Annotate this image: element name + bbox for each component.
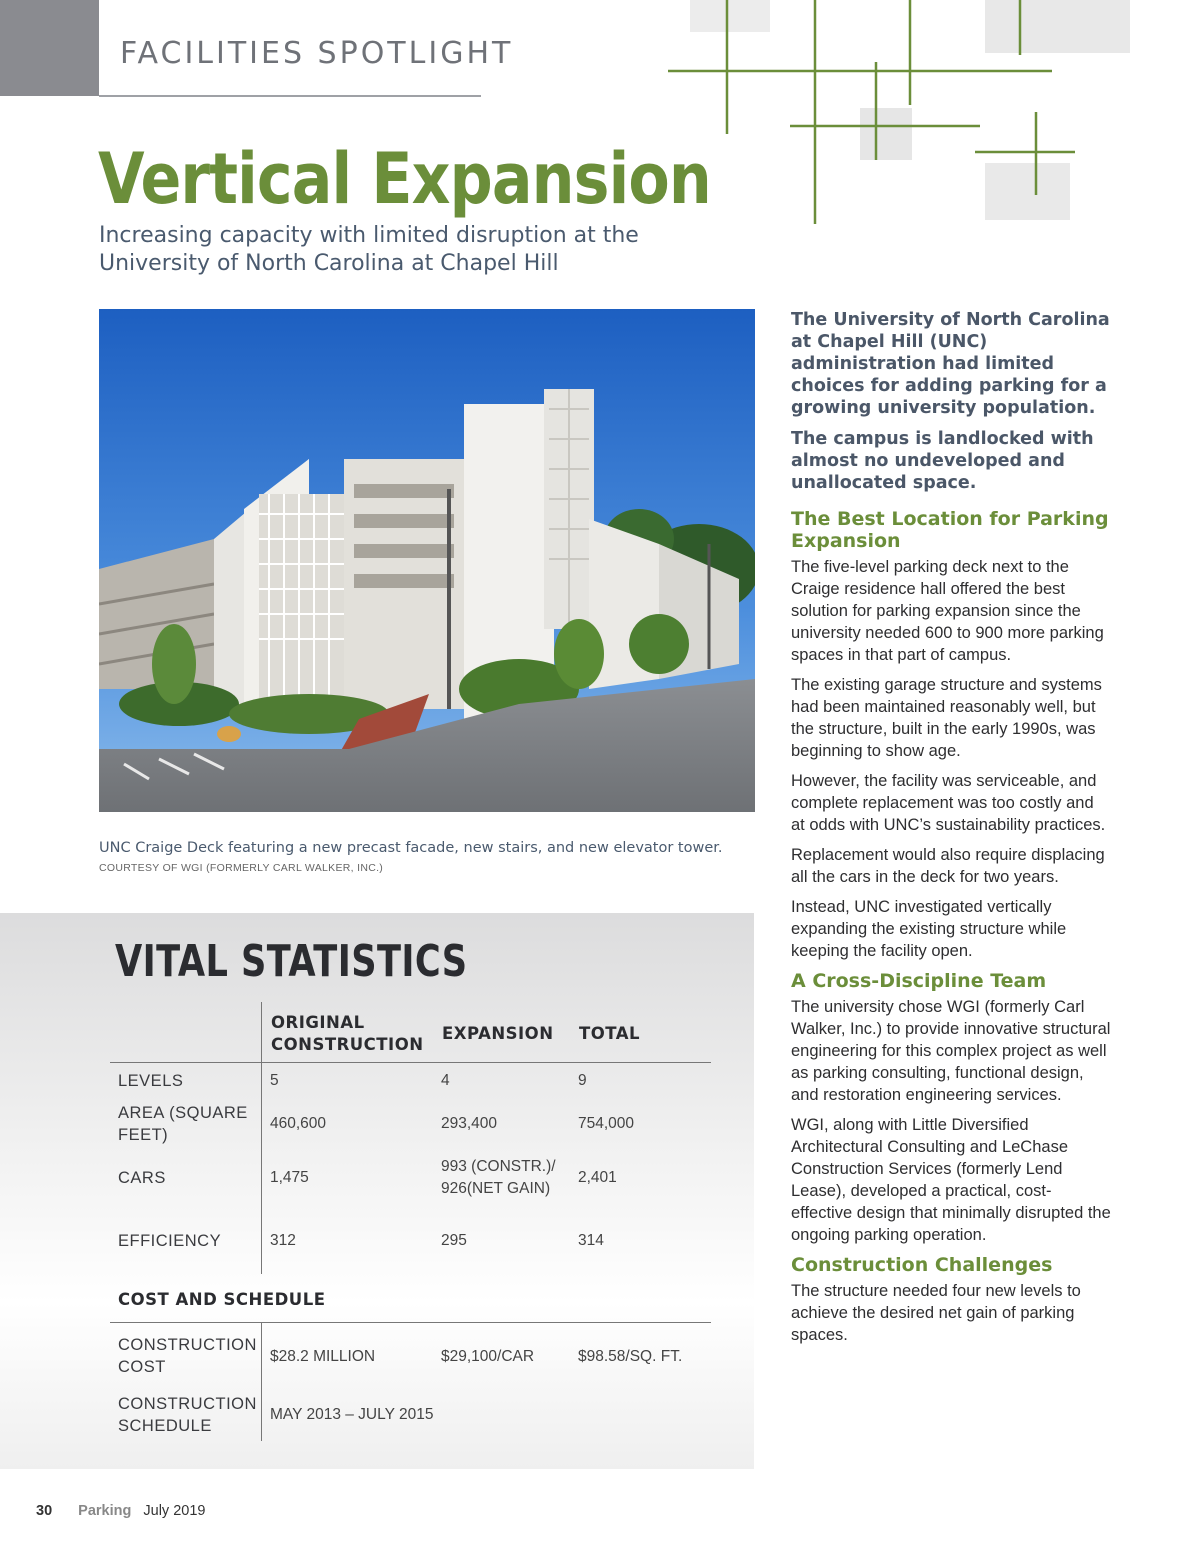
body-paragraph: WGI, along with Little Diversified Architectural Consulting and LeChase Construction Services (formerly Lend Lease), developed a practical, cost-effective design that minimally disrupted the ongoing parking operation. bbox=[791, 1116, 1111, 1244]
heading-construction-challenges: Construction Challenges bbox=[791, 1254, 1053, 1276]
cell-area-original: 460,600 bbox=[270, 1115, 327, 1132]
column-header-total: TOTAL bbox=[579, 1024, 641, 1043]
cost-header-rule bbox=[110, 1322, 711, 1323]
page-footer bbox=[36, 1503, 205, 1519]
table-header-rule bbox=[110, 1062, 711, 1063]
cell-efficiency-expansion: 295 bbox=[441, 1232, 467, 1249]
subtitle-line-1: Increasing capacity with limited disruption at the bbox=[99, 223, 639, 248]
section-label: FACILITIES SPOTLIGHT bbox=[120, 36, 514, 71]
intro-paragraph-2: The campus is landlocked with almost no undeveloped and unallocated space. bbox=[791, 429, 1094, 493]
article-title: Vertical Expansion bbox=[98, 138, 711, 220]
cell-cost-expansion: $29,100/CAR bbox=[441, 1348, 535, 1365]
magazine-name: Parking bbox=[78, 1503, 132, 1519]
body-paragraph: Instead, UNC investigated vertically expanding the existing structure while keeping the facility open. bbox=[791, 898, 1067, 960]
body-paragraph: The structure needed four new levels to achieve the desired net gain of parking spaces. bbox=[791, 1282, 1081, 1344]
photo-credit: COURTESY OF WGI (FORMERLY CARL WALKER, INC.) bbox=[99, 862, 384, 874]
vital-statistics-panel bbox=[0, 913, 754, 1469]
cost-column-divider bbox=[261, 1323, 262, 1441]
header-color-block bbox=[0, 0, 99, 96]
row-label-efficiency: EFFICIENCY bbox=[118, 1232, 222, 1250]
cell-levels-total: 9 bbox=[578, 1072, 587, 1089]
article-subtitle bbox=[99, 222, 699, 278]
table-column-divider bbox=[261, 1002, 262, 1274]
page-number: 30 bbox=[36, 1503, 53, 1519]
row-label-levels: LEVELS bbox=[118, 1072, 184, 1090]
cell-cars-expansion: 993 (CONSTR.)/ 926(NET GAIN) bbox=[441, 1158, 556, 1197]
cell-area-expansion: 293,400 bbox=[441, 1115, 498, 1132]
decorative-grid-graphic bbox=[640, 0, 1200, 240]
body-paragraph: The university chose WGI (formerly Carl Walker, Inc.) to provide innovative structural engineering for this complex project as well as parking consulting, functional design, and restoration engineering services. bbox=[791, 998, 1111, 1104]
article-body bbox=[791, 309, 1111, 1354]
row-label-cars: CARS bbox=[118, 1169, 166, 1187]
cell-cost-total: $98.58/SQ. FT. bbox=[578, 1348, 683, 1365]
photo-caption: UNC Craige Deck featuring a new precast facade, new stairs, and new elevator tower. bbox=[99, 840, 723, 856]
subtitle-line-2: University of North Carolina at Chapel Hill bbox=[99, 251, 559, 276]
column-header-original: ORIGINAL CONSTRUCTION bbox=[271, 1013, 424, 1054]
body-paragraph: However, the facility was serviceable, and complete replacement was too costly and at odds with UNC’s sustainability practices. bbox=[791, 772, 1106, 834]
cell-cars-total: 2,401 bbox=[578, 1169, 617, 1186]
row-label-construction-schedule: CONSTRUCTION SCHEDULE bbox=[118, 1395, 257, 1435]
cell-cost-original: $28.2 MILLION bbox=[270, 1348, 376, 1365]
row-label-construction-cost: CONSTRUCTION COST bbox=[118, 1336, 257, 1376]
row-label-area: AREA (SQUARE FEET) bbox=[118, 1104, 248, 1144]
body-paragraph: The five-level parking deck next to the Craige residence hall offered the best solution for parking expansion since the university needed 600 to 900 more parking spaces in that part of campus. bbox=[791, 558, 1104, 664]
cell-levels-expansion: 4 bbox=[441, 1072, 450, 1089]
heading-cross-discipline-team: A Cross-Discipline Team bbox=[791, 970, 1047, 992]
body-paragraph: Replacement would also require displacing all the cars in the deck for two years. bbox=[791, 846, 1105, 886]
cell-cars-original: 1,475 bbox=[270, 1169, 309, 1186]
body-paragraph: The existing garage structure and systems had been maintained reasonably well, but the structure, built in the early 1990s, was beginning to show age. bbox=[791, 676, 1102, 760]
parking-deck-photo bbox=[99, 309, 755, 812]
cell-area-total: 754,000 bbox=[578, 1115, 635, 1132]
cell-schedule-dates: MAY 2013 – JULY 2015 bbox=[270, 1406, 434, 1423]
heading-best-location: The Best Location for Parking Expansion bbox=[791, 508, 1109, 552]
cost-schedule-heading: COST AND SCHEDULE bbox=[118, 1290, 326, 1309]
section-divider bbox=[99, 95, 481, 97]
intro-paragraph-1: The University of North Carolina at Chapel Hill (UNC) administration had limited choices for adding parking for a growing university population. bbox=[791, 310, 1110, 418]
vital-statistics-title: VITAL STATISTICS bbox=[115, 936, 468, 987]
column-header-expansion: EXPANSION bbox=[442, 1024, 554, 1043]
cell-levels-original: 5 bbox=[270, 1072, 279, 1089]
issue-date: July 2019 bbox=[143, 1503, 206, 1519]
cell-efficiency-total: 314 bbox=[578, 1232, 604, 1249]
cell-efficiency-original: 312 bbox=[270, 1232, 296, 1249]
